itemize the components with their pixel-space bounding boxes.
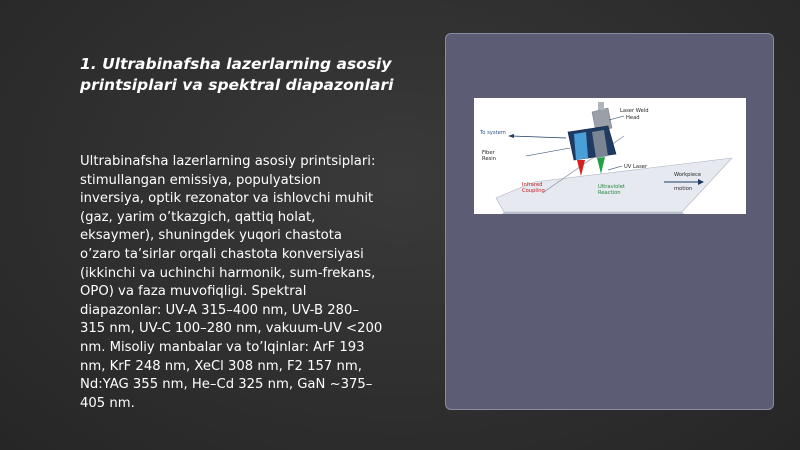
uv-beam [597,157,605,174]
body-line: (gaz, yarim o’tkazgich, qattiq holat, [80,209,316,225]
workpiece-edge [502,212,684,214]
laser-weld-diagram [474,98,746,214]
label-fiber-1: Fiber [482,150,495,156]
title-line: printsiplari va spektral diapazonlari [80,76,394,94]
body-line: nm. Misoliy manbalar va to’lqinlar: ArF 193 [80,339,365,355]
body-line: eksaymer), shuningdek yuqori chastota [80,228,342,244]
label-infrared-1: Infrared [522,182,543,188]
to-system-line [512,136,566,138]
body-line: 315 nm, UV-C 100–280 nm, vakuum-UV <200 [80,321,383,337]
label-infrared-2: Coupling [522,188,545,194]
label-motion-2: motion [674,186,693,192]
title-line: 1. Ultrabinafsha lazerlarning asosiy [80,55,392,73]
slide-title [80,54,420,96]
laser-weld-illustration [474,98,746,214]
to-system-arrow [508,134,514,138]
body-line: nm, KrF 248 nm, XeCl 308 nm, F2 157 nm, [80,358,362,374]
image-panel [445,33,774,410]
label-uv-1: Ultraviolet [598,184,625,190]
label-fiber-2: Resin [482,156,496,162]
label-uv-laser: UV Laser [624,164,648,170]
body-line: OPO) va faza muvofiqligi. Spektral [80,284,307,300]
label-uv-2: Reaction [598,190,621,196]
body-line: 405 nm. [80,395,135,411]
body-line: (ikkinchi va uchinchi harmonik, sum-frekans, [80,265,376,281]
body-line: o’zaro ta’sirlar orqali chastota konversiyasi [80,246,364,262]
body-line: Nd:YAG 355 nm, He–Cd 325 nm, GaN ~375– [80,377,373,393]
label-motion-1: Workpiece [674,172,702,178]
body-paragraph [80,153,425,413]
body-line: diapazonlar: UV-A 315–400 nm, UV-B 280– [80,302,359,318]
fiber-pointer [526,148,570,156]
head-pointer [609,116,624,120]
uv-laser-pointer [608,166,622,170]
weld-head-nozzle [598,102,604,110]
label-head-1: Laser Weld [620,108,649,114]
body-line: stimullangan emissiya, populyatsion [80,172,321,188]
label-to-system: To system [480,130,506,136]
body-line: inversiya, optik rezonator va ishlovchi muhit [80,191,374,207]
body-line: Ultrabinafsha lazerlarning asosiy printsiplari: [80,154,376,169]
label-head-2: Head [626,115,640,121]
cyan-block [574,132,588,160]
